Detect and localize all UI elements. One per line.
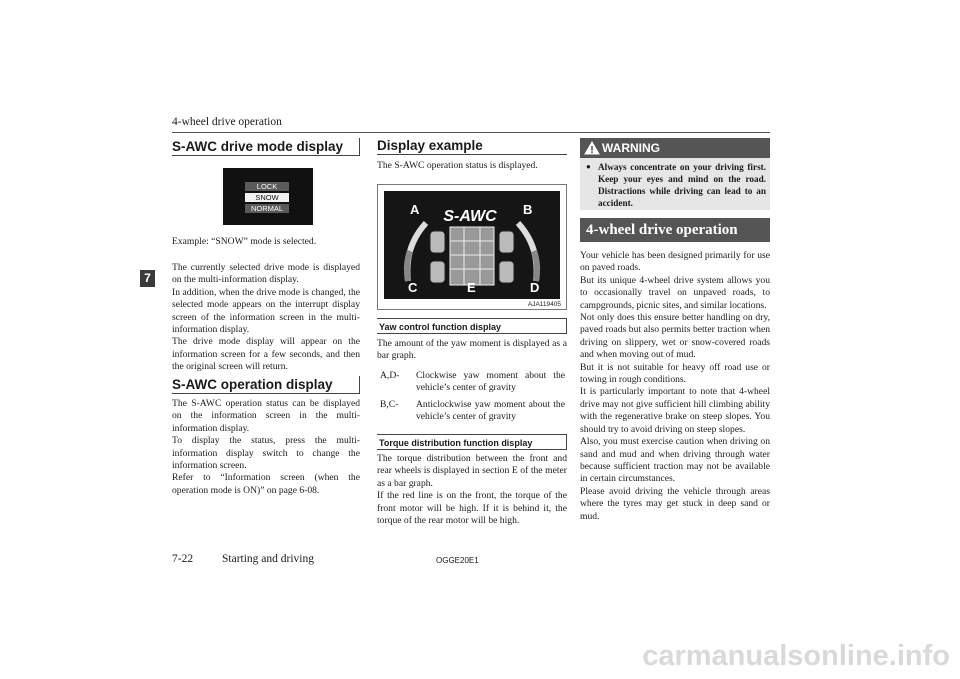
warning-header <box>580 138 770 158</box>
paragraph: Refer to “Information screen (when the operation mode is ON)” on page 6-08. <box>172 472 360 496</box>
paragraph: But it is not suitable for heavy off road use or towing in rough conditions. <box>580 361 770 386</box>
section-tab: 7 <box>140 270 155 287</box>
figure-title: S-AWC <box>443 208 497 225</box>
operation-display-body <box>172 398 360 497</box>
drive-mode-lcd <box>223 168 313 225</box>
definition-row <box>380 370 565 395</box>
heading-underline <box>172 155 360 156</box>
subheading-torque-distribution: Torque distribution function display <box>377 434 567 450</box>
heading-4wd-operation: 4-wheel drive operation <box>580 218 770 242</box>
paragraph: Not only does this ensure better handling on dry, paved roads but also permits better traction when driving on slippery, wet or snow-covered roads and when moving out of mud. <box>580 312 770 361</box>
paragraph: The drive mode display will appear on the information screen for a few seconds, and then the original screen will return. <box>172 336 360 373</box>
lcd-mode-snow-selected: SNOW <box>245 193 289 202</box>
running-header: 4-wheel drive operation <box>172 116 282 128</box>
paragraph: It is particularly important to note that 4-wheel drive may not give sufficient hill climbing ability with the regenerative brake on steep slopes. You should try to avoid driving on steep slopes. <box>580 386 770 435</box>
page-number: 7-22 <box>172 553 194 565</box>
display-intro: The S-AWC operation status is displayed. <box>377 160 538 171</box>
heading-drive-mode-display: S-AWC drive mode display <box>172 139 344 154</box>
paragraph: Your vehicle has been designed primarily for use on paved roads. <box>580 250 770 274</box>
paragraph: The currently selected drive mode is displayed on the multi-information display. <box>172 262 360 286</box>
paragraph: Please avoid driving the vehicle through areas where the tyres may get stuck in deep sand or mud. <box>580 485 770 522</box>
figure-label-d: D <box>530 280 540 295</box>
s-awc-diagram <box>378 185 566 309</box>
4wd-body <box>580 250 770 523</box>
figure-label-a: A <box>410 202 420 217</box>
warning-triangle-icon <box>584 141 600 155</box>
figure-label-c: C <box>408 280 418 295</box>
paragraph: The S-AWC operation status can be displayed on the information screen in the multi-information display. <box>172 398 360 434</box>
definition-key: B,C- <box>380 398 399 410</box>
definition-value: Anticlockwise yaw moment about the vehicle’s center of gravity <box>416 398 565 423</box>
watermark: carmanualsonline.info <box>642 640 950 672</box>
paragraph: If the red line is on the front, the torque of the front motor will be high. If it is behind it, the torque of the rear motor will be high. <box>377 490 567 527</box>
paragraph: In addition, when the drive mode is changed, the selected mode appears on the interrupt display screen of the information screen in the multi-information display. <box>172 286 360 336</box>
s-awc-figure <box>377 184 567 310</box>
bullet-icon: ● <box>586 162 591 171</box>
heading-underline <box>172 393 360 394</box>
yaw-definition-list <box>380 370 565 424</box>
lcd-mode-normal: NORMAL <box>245 204 289 213</box>
definition-value: Clockwise yaw moment about the vehicle’s center of gravity <box>416 370 565 394</box>
figure-code: AJA119405 <box>527 301 561 308</box>
header-rule <box>172 132 770 133</box>
lcd-mode-lock: LOCK <box>245 182 289 191</box>
heading-operation-display: S-AWC operation display <box>172 377 333 392</box>
definition-key: A,D- <box>380 370 400 381</box>
warning-body <box>580 158 770 210</box>
torque-body <box>377 453 567 527</box>
paragraph: Also, you must exercise caution when driving on sand and mud and when driving through water because sufficient traction may not be available in certain circumstances. <box>580 436 770 485</box>
subheading-yaw-control: Yaw control function display <box>377 318 567 334</box>
heading-underline <box>377 154 567 155</box>
definition-row <box>380 399 565 424</box>
paragraph: To display the status, press the multi-information display switch to change the information screen. <box>172 435 360 472</box>
drive-mode-body <box>172 262 360 374</box>
paragraph: The torque distribution between the front and rear wheels is displayed in section E of the meter as a bar graph. <box>377 453 567 489</box>
paragraph: But its unique 4-wheel drive system allows you to occasionally travel on unpaved roads, to campgrounds, picnic sites, and similar locations. <box>580 274 770 311</box>
heading-display-example: Display example <box>377 138 483 153</box>
heading-end-mark <box>359 376 360 394</box>
warning-text: Always concentrate on your driving first. Keep your eyes and mind on the road. Distractions while driving can lead to an accident. <box>598 162 766 208</box>
yaw-description: The amount of the yaw moment is displayed as a bar graph. <box>377 338 567 362</box>
figure-label-b: B <box>523 202 533 217</box>
document-code: OGGE20E1 <box>436 556 479 565</box>
chapter-title: Starting and driving <box>222 553 314 565</box>
figure-label-e: E <box>467 280 476 295</box>
heading-end-mark <box>359 138 360 156</box>
warning-label: WARNING <box>602 141 660 155</box>
lcd-caption: Example: “SNOW” mode is selected. <box>172 236 317 247</box>
